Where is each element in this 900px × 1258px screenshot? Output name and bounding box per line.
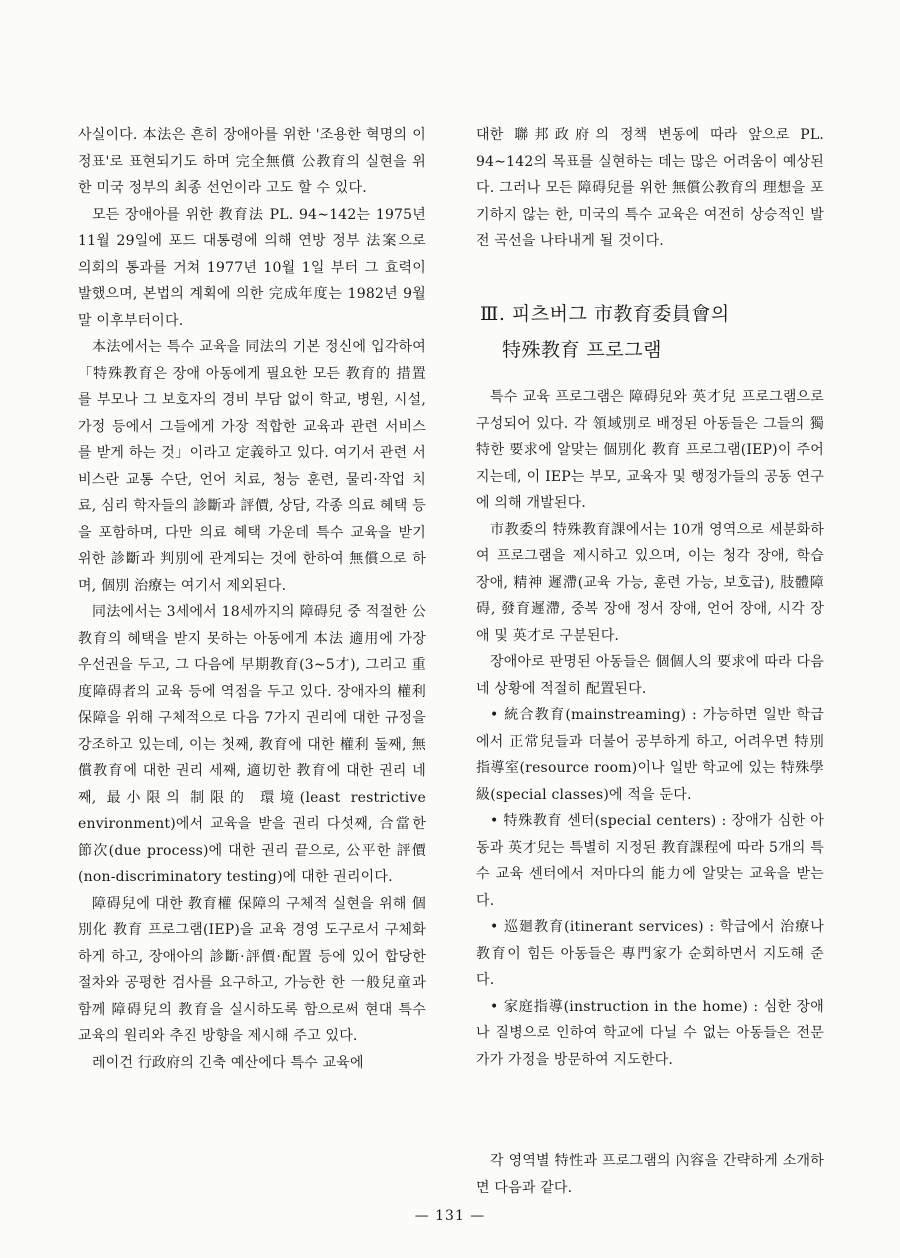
paragraph: 同法에서는 3세에서 18세까지의 障碍兒 중 적절한 公教育의 혜택을 받지 못하는 아동에게 本法 適用에 가장 우선권을 두고, 그 다음에 早期教育(3∼5才), 그리고 重度障碍者의 교육 등에 역점을 두고 있다. 장애자의 權利保障을 위해 구체적으로 다음 7가지 권리에 대한 규정을 강조하고 있는데, 이는 첫째, 教育에 대한 權利 둘째, 無償教育에 대한 권리 세째, 適切한 教育에 대한 권리 네째, 最小限의 制限的 環境(least restrictive environment)에서 교육을 받을 권리 다섯째, 合當한 節次(due process)에 대한 권리 끝으로, 公平한 評價(non-discriminatory testing)에 대한 권리이다. [78, 604, 426, 885]
paragraph: 장애아로 판명된 아동들은 個個人의 要求에 따라 다음 네 상황에 적절히 配置된다. [476, 654, 824, 697]
left-column [78, 122, 426, 1076]
paragraph: 사실이다. 本法은 흔히 장애아를 위한 '조용한 혁명의 이정표'로 표현되기도 하며 完全無償 公教育의 실현을 위한 미국 정부의 최종 선언이라 고도 할 수 있다. [78, 127, 426, 196]
list-item: • 巡廻教育(itinerant services) : 학급에서 治療나 教育이 힘든 아동들은 專門家가 순회하면서 지도해 준다. [476, 919, 824, 988]
paragraph: 本法에서는 특수 교육을 同法의 기본 정신에 입각하여「特殊教育은 장애 아동에게 필요한 모든 教育的 措置를 부모나 그 보호자의 경비 부담 없이 학교, 병원, 시설, 가정 등에서 그들에게 가장 적합한 교육과 관련 서비스를 받게 하는 것」이라고 定義하고 있다. 여기서 관련 서비스란 교통 수단, 언어 치료, 청능 훈련, 물리·작업 치료, 심리 학자들의 診斷과 評價, 상담, 각종 의료 혜택 등을 포함하며, 다만 의료 혜택 가운데 특수 교육을 받기 위한 診斷과 判別에 관계되는 것에 한하여 無償으로 하며, 個別 治療는 여기서 제외된다. [78, 339, 426, 594]
paragraph: 레이건 行政府의 긴축 예산에다 특수 교육에 [92, 1054, 364, 1071]
section-heading-line1: Ⅲ. 피츠버그 市教育委員會의 [480, 303, 730, 325]
paragraph: 특수 교육 프로그램은 障碍兒와 英才兒 프로그램으로 구성되어 있다. 각 領域別로 배정된 아동들은 그들의 獨特한 要求에 알맞는 個別化 教育 프로그램(IEP)이 주어지는데, 이 IEP는 부모, 교육자 및 행정가들의 공동 연구에 의해 개발된다. [476, 389, 824, 511]
paragraph: 대한 聯邦政府의 정책 변동에 따라 앞으로 PL. 94∼142의 목표를 실현하는 데는 많은 어려움이 예상된다. 그러나 모든 障碍兒를 위한 無償公教育의 理想을 포기하지 않는 한, 미국의 특수 교육은 여전히 상승적인 발전 곡선을 나타내게 될 것이다. [476, 127, 824, 249]
right-column-body [476, 384, 824, 1073]
paragraph: 모든 장애아를 위한 教育法 PL. 94∼142는 1975년 11월 29일에 포드 대통령에 의해 연방 정부 法案으로 의회의 통과를 거쳐 1977년 10월 1일 부터 그 효력이 발했으며, 본법의 계획에 의한 完成年度는 1982년 9월말 이후부터이다. [78, 206, 426, 329]
paragraph: 각 영역별 特性과 프로그램의 內容을 간략하게 소개하면 다음과 같다. [476, 1153, 824, 1196]
list-item: • 特殊教育 센터(special centers) : 장애가 심한 아동과 英才兒는 특별히 지정된 教育課程에 따라 5개의 특수 교육 센터에서 저마다의 能力에 알맞는 교육을 받는다. [476, 813, 824, 909]
right-column-top [476, 122, 824, 255]
page-number: — 131 — [414, 1208, 486, 1224]
list-item: • 統合教育(mainstreaming) : 가능하면 일반 학급에서 正常兒들과 더불어 공부하게 하고, 어려우면 特別指導室(resource room)이나 일반 학교에 있는 特殊學級(special classes)에 적을 둔다. [476, 707, 824, 803]
list-item: • 家庭指導(instruction in the home) : 심한 장애나 질병으로 인하여 학교에 다닐 수 없는 아동들은 전문가가 가정을 방문하여 지도한다. [476, 998, 824, 1068]
section-heading [480, 296, 820, 368]
paragraph: 市教委의 特殊教育課에서는 10개 영역으로 세분화하여 프로그램을 제시하고 있으며, 이는 청각 장애, 학습 장애, 精神 遲滯(교육 가능, 훈련 가능, 보호급), 肢體障碍, 發育遲滯, 중복 장애 정서 장애, 언어 장애, 시각 장애 및 英才로 구분된다. [476, 521, 824, 644]
paragraph: 障碍兒에 대한 教育權 保障의 구체적 실현을 위해 個別化 教育 프로그램(IEP)을 교육 경영 도구로서 구체화하게 하고, 장애아의 診斷·評價·配置 등에 있어 합당한 절차와 공평한 검사를 요구하고, 가능한 한 一般兒童과 함께 障碍兒의 教育을 실시하도록 함으로써 현대 특수 교육의 원리와 추진 방향을 제시해 주고 있다. [78, 895, 426, 1044]
right-column-end [476, 1148, 824, 1201]
section-heading-line2: 特殊教育 프로그램 [502, 339, 662, 361]
